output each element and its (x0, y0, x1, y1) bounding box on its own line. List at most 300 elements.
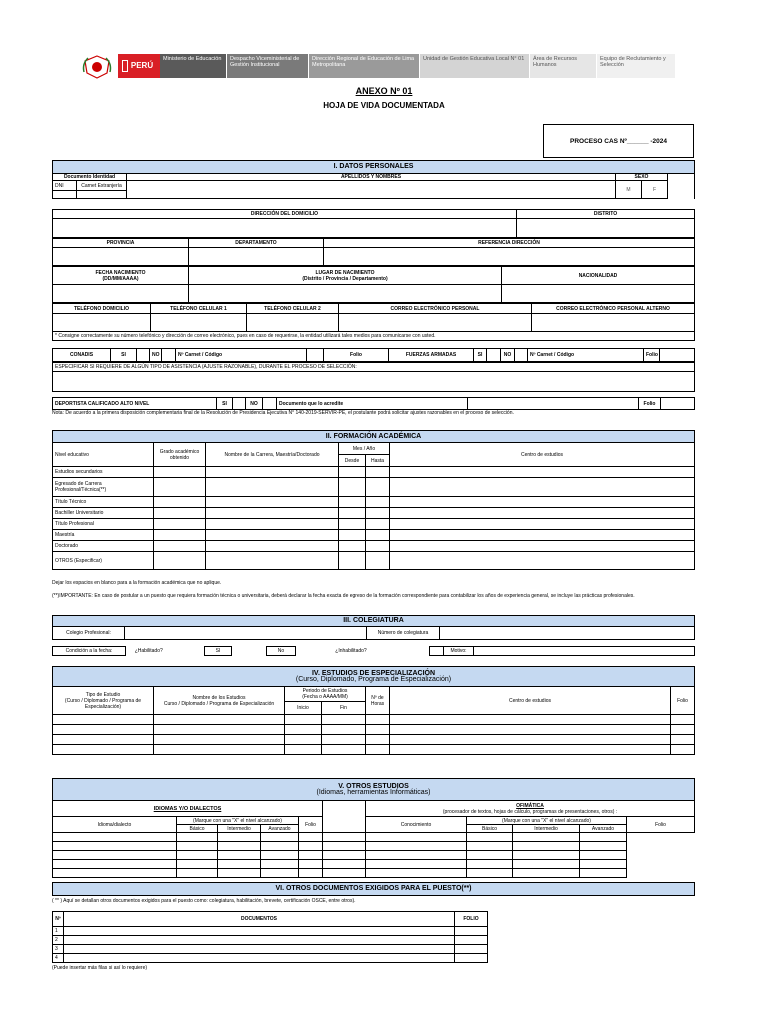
from-header: Desde (339, 455, 366, 467)
other-docs-header-table (52, 882, 695, 896)
language-field[interactable] (53, 860, 177, 869)
academic-from-field[interactable] (339, 530, 366, 541)
phone-cell1-field[interactable] (151, 314, 247, 332)
other-studies-row (53, 842, 695, 851)
academic-center-field[interactable] (390, 541, 695, 552)
academic-to-field[interactable] (366, 519, 390, 530)
ofi-intermediate-header: Intermedio (513, 825, 580, 833)
peru-flag-logo (118, 54, 160, 78)
academic-level-label: Bachiller Universitario (53, 508, 154, 519)
academic-from-field[interactable] (339, 519, 366, 530)
academic-career-field[interactable] (206, 508, 339, 519)
document-field[interactable] (64, 927, 455, 936)
dni-field[interactable] (53, 191, 77, 199)
academic-career-field[interactable] (206, 478, 339, 497)
academic-from-field[interactable] (339, 478, 366, 497)
document-number: 1 (53, 927, 64, 936)
ofi-advanced-field[interactable] (513, 869, 580, 878)
lang-basic-field[interactable] (177, 851, 218, 860)
study-name-header: Nombre de los Estudios Curso / Diplomado / Programa de Especialización (154, 687, 285, 715)
carnet-field[interactable] (77, 191, 127, 199)
section-college-title: III. COLEGIATURA (53, 616, 695, 627)
enabled-label: ¿Habilitado? (134, 648, 163, 654)
document-field[interactable] (64, 945, 455, 954)
academic-level-label: Título Técnico (53, 497, 154, 508)
ofi-basic-header: Básico (467, 825, 513, 833)
conadis-label: CONADIS (53, 349, 111, 362)
ofi-basic-field[interactable] (366, 833, 467, 842)
document-number: 4 (53, 954, 64, 963)
condition-label: Condición a la fecha: (53, 647, 126, 656)
language-field[interactable] (53, 851, 177, 860)
email-field[interactable] (339, 314, 532, 332)
academic-row (53, 478, 695, 497)
athlete-no-label: NO (246, 398, 263, 410)
names-label: APELLIDOS Y NOMBRES (127, 174, 616, 181)
academic-level-label: OTROS (Especificar) (53, 552, 154, 570)
document-row (53, 954, 488, 963)
academic-level-label: Egresado de Carrera Profesional/Técnica(**) (53, 478, 154, 497)
document-field[interactable] (64, 954, 455, 963)
spec-folio-header: Folio (671, 687, 695, 715)
academic-from-field[interactable] (339, 541, 366, 552)
academic-center-field[interactable] (390, 530, 695, 541)
academic-row (53, 467, 695, 478)
lang-advanced-field[interactable] (261, 851, 299, 860)
academic-degree-field[interactable] (154, 552, 206, 570)
other-studies-row (53, 833, 695, 842)
academic-to-field[interactable] (366, 552, 390, 570)
spec-folio-field[interactable] (671, 715, 695, 725)
doc-id-label: Documento Identidad (53, 174, 127, 181)
ffaa-label: FUERZAS ARMADAS (389, 349, 474, 362)
spec-name-field[interactable] (154, 745, 285, 755)
center-header: Centro de estudios (390, 443, 695, 467)
ofi-basic-field[interactable] (366, 860, 467, 869)
ofi-advanced-field[interactable] (513, 842, 580, 851)
assistance-label: ESPECIFICAR SI REQUIERE DE ALGÚN TIPO DE ASISTENCIA (AJUSTE RAZONABLE), DURANTE EL PROCESO DE SELECCIÓN: (53, 363, 695, 372)
other-studies-table (52, 778, 695, 878)
accredit-label: Documento que lo acredite (277, 398, 468, 410)
academic-to-field[interactable] (366, 508, 390, 519)
ofi-basic-field[interactable] (366, 842, 467, 851)
phone-cell2-field[interactable] (247, 314, 339, 332)
conadis-no-label: NO (150, 349, 162, 362)
birth-date-field[interactable] (53, 285, 189, 303)
spec-end-field[interactable] (322, 715, 366, 725)
academic-row (53, 508, 695, 519)
period-header: Periodo de Estudios (Fecha o AAAA/MM) (285, 687, 366, 702)
entity-logo-5: Área de Recursos Humanos (530, 54, 596, 78)
other-studies-title: V. OTROS ESTUDIOS (338, 782, 409, 790)
academic-career-field[interactable] (206, 519, 339, 530)
reference-field[interactable] (324, 248, 695, 266)
college-number-field[interactable] (440, 627, 695, 640)
document-row (53, 936, 488, 945)
academic-level-label: Estudios secundarios (53, 467, 154, 478)
lang-advanced-field[interactable] (261, 860, 299, 869)
spec-folio-field[interactable] (671, 725, 695, 735)
names-field[interactable] (127, 181, 616, 199)
personal-data-table (52, 160, 695, 199)
athlete-label: DEPORTISTA CALIFICADO ALTO NIVEL (53, 398, 217, 410)
academic-to-field[interactable] (366, 497, 390, 508)
conadis-ffaa-table (52, 348, 695, 362)
ofi-intermediate-field[interactable] (467, 869, 513, 878)
ofimatica-title: OFIMÁTICA (516, 802, 544, 809)
ofi-folio-field[interactable] (580, 842, 627, 851)
athlete-folio-label: Folio (639, 398, 661, 410)
academic-note-2: (**)IMPORTANTE: En caso de postular a un puesto que requiera formación técnica o universitaria, deberá declarar la fecha exacta de egreso de la formación correspondiente para contabilizar los años de experiencia general, se incluye las prácticas profesionales. (52, 593, 635, 599)
study-type-header: Tipo de Estudio (Curso / Diplomado / Programa de Especialización) (53, 687, 154, 715)
doc-num-header: Nº (53, 912, 64, 927)
ofi-advanced-field[interactable] (513, 833, 580, 842)
academic-degree-field[interactable] (154, 478, 206, 497)
academic-degree-field[interactable] (154, 519, 206, 530)
academic-career-field[interactable] (206, 541, 339, 552)
separator-column (323, 801, 366, 833)
insert-rows-note: (Puede insertar más filas si así lo requiere) (52, 965, 148, 971)
document-folio-field[interactable] (455, 927, 488, 936)
lang-advanced-field[interactable] (261, 842, 299, 851)
disabled-box[interactable] (430, 647, 444, 656)
ffaa-carnet-label: Nº Carnet / Código (528, 349, 644, 362)
sex-m-option[interactable]: M (616, 181, 642, 199)
spec-start-field[interactable] (285, 745, 322, 755)
lang-folio-field[interactable] (299, 842, 323, 851)
sex-f-option[interactable]: F (642, 181, 668, 199)
ofi-advanced-field[interactable] (513, 851, 580, 860)
college-table (52, 615, 695, 640)
section-other-docs-title: VI. OTROS DOCUMENTOS EXIGIDOS PARA EL PUESTO(**) (53, 883, 695, 896)
lang-intermediate-field[interactable] (218, 851, 261, 860)
knowledge-field[interactable] (323, 851, 366, 860)
academic-center-field[interactable] (390, 467, 695, 478)
lang-intermediate-field[interactable] (218, 842, 261, 851)
academic-to-field[interactable] (366, 467, 390, 478)
athlete-no-box[interactable] (263, 398, 277, 410)
academic-center-field[interactable] (390, 552, 695, 570)
lang-folio-field[interactable] (299, 860, 323, 869)
country-label: PERÚ (130, 61, 154, 70)
academic-note-1: Dejar los espacios en blanco para a la formación académica que no aplique. (52, 580, 222, 586)
academic-from-field[interactable] (339, 467, 366, 478)
lang-basic-field[interactable] (177, 842, 218, 851)
hours-header: Nº de Horas (366, 687, 390, 715)
email-alt-label: CORREO ELECTRÓNICO PERSONAL ALTERNO (532, 304, 695, 314)
conadis-carnet-label: Nº Carnet / Código (176, 349, 307, 362)
enabled-si-option[interactable]: SI (205, 647, 232, 656)
language-field[interactable] (53, 833, 177, 842)
entity-logo-1: Ministerio de Educación (160, 54, 226, 78)
spec-hours-field[interactable] (366, 745, 390, 755)
spec-name-field[interactable] (154, 715, 285, 725)
language-field[interactable] (53, 842, 177, 851)
end-header: Fin (322, 702, 366, 715)
academic-degree-field[interactable] (154, 508, 206, 519)
to-header: Hasta (366, 455, 390, 467)
consign-note: * Consigne correctamente su número telefónico y dirección de correo electrónico, pues en caso de requerirse, la entidad utilizará tales medios para comunicarse con usted. (53, 332, 695, 341)
sex-label: SEXO (616, 174, 668, 181)
specialization-row (53, 735, 695, 745)
spec-start-field[interactable] (285, 735, 322, 745)
level-header: Nivel educativo (53, 443, 154, 467)
start-header: Inicio (285, 702, 322, 715)
academic-from-field[interactable] (339, 508, 366, 519)
academic-from-field[interactable] (339, 552, 366, 570)
athlete-folio-field[interactable] (661, 398, 695, 410)
lang-folio-header: Folio (299, 817, 323, 833)
spec-type-field[interactable] (53, 725, 154, 735)
lang-intermediate-field[interactable] (218, 833, 261, 842)
birth-place-field[interactable] (189, 285, 502, 303)
email-alt-field[interactable] (532, 314, 695, 332)
knowledge-field[interactable] (323, 860, 366, 869)
athlete-si-label: SI (217, 398, 233, 410)
language-field[interactable] (53, 869, 177, 878)
academic-to-field[interactable] (366, 478, 390, 497)
entity-logo-4: Unidad de Gestión Educativa Local N° 01 (420, 54, 529, 78)
assistance-table (52, 362, 695, 392)
lang-mark-header: (Marque con una "X" el nivel alcanzado) (177, 817, 299, 825)
lang-advanced-field[interactable] (261, 833, 299, 842)
academic-to-field[interactable] (366, 541, 390, 552)
process-number: PROCESO CAS Nº______ -2024 (569, 137, 668, 145)
reason-field[interactable] (474, 647, 695, 656)
spec-start-field[interactable] (285, 715, 322, 725)
section-other-studies-title (53, 779, 695, 801)
academic-from-field[interactable] (339, 497, 366, 508)
phone-cell2-label: TELÉFONO CELULAR 2 (247, 304, 339, 314)
lang-intermediate-header: Intermedio (218, 825, 261, 833)
academic-center-field[interactable] (390, 478, 695, 497)
knowledge-header: Conocimiento (366, 817, 467, 833)
other-studies-row (53, 851, 695, 860)
spec-hours-field[interactable] (366, 735, 390, 745)
province-field[interactable] (53, 248, 189, 266)
disabled-label: ¿Inhabilitado? (335, 648, 367, 654)
spec-folio-field[interactable] (671, 745, 695, 755)
ffaa-folio-field[interactable] (660, 349, 695, 362)
ofimatica-header (366, 801, 695, 817)
ffaa-si-box[interactable] (487, 349, 501, 362)
ofimatica-note: (procesador de textos, hojas de cálculo, programas de presentaciones, otros) : (442, 808, 618, 815)
spec-center-field[interactable] (390, 715, 671, 725)
condition-row (52, 646, 695, 656)
lang-intermediate-field[interactable] (218, 860, 261, 869)
other-docs-note: ( ** ) Aquí se detallan otros documentos exigidos para el puesto como: colegiatura, habilitación, brevete, certificación OSCE, entre otros). (52, 898, 356, 904)
knowledge-field[interactable] (323, 869, 366, 878)
entity-logo-3: Dirección Regional de Educación de Lima Metropolitana (309, 54, 419, 78)
ofi-intermediate-field[interactable] (467, 833, 513, 842)
ofi-intermediate-field[interactable] (467, 860, 513, 869)
other-studies-subtitle: (Idiomas, herramientas Informáticas) (316, 788, 431, 796)
spec-end-field[interactable] (322, 735, 366, 745)
document-folio-field[interactable] (455, 945, 488, 954)
ofi-intermediate-field[interactable] (467, 842, 513, 851)
college-field[interactable] (125, 627, 367, 640)
academic-center-field[interactable] (390, 497, 695, 508)
conadis-no-box[interactable] (162, 349, 176, 362)
document-field[interactable] (64, 936, 455, 945)
ofi-intermediate-field[interactable] (467, 851, 513, 860)
address-label: DIRECCIÓN DEL DOMICILIO (53, 210, 517, 219)
academic-career-field[interactable] (206, 552, 339, 570)
academic-center-field[interactable] (390, 508, 695, 519)
other-studies-row (53, 860, 695, 869)
lang-intermediate-field[interactable] (218, 869, 261, 878)
district-field[interactable] (517, 219, 695, 238)
academic-degree-field[interactable] (154, 530, 206, 541)
academic-level-label: Maestría (53, 530, 154, 541)
spec-center-field[interactable] (390, 745, 671, 755)
document-row (53, 945, 488, 954)
spec-end-field[interactable] (322, 745, 366, 755)
languages-title: IDIOMAS Y/O DIALECTOS (53, 801, 323, 817)
specialization-subtitle: (Curso, Diplomado, Programa de Especialización) (295, 675, 452, 683)
ofi-folio-header: Folio (627, 817, 695, 833)
lang-advanced-field[interactable] (261, 869, 299, 878)
documents-table (52, 911, 488, 963)
career-header: Nombre de la Carrera, Maestría/Doctorado (206, 443, 339, 467)
academic-degree-field[interactable] (154, 467, 206, 478)
phone-home-field[interactable] (53, 314, 151, 332)
enabled-no-option[interactable]: No (267, 647, 296, 656)
contact-table (52, 303, 695, 341)
ffaa-no-box[interactable] (515, 349, 528, 362)
knowledge-field[interactable] (323, 842, 366, 851)
academic-level-label: Doctorado (53, 541, 154, 552)
peru-coat-of-arms (80, 54, 114, 80)
academic-career-field[interactable] (206, 467, 339, 478)
documents-header: DOCUMENTOS (64, 912, 455, 927)
lang-basic-field[interactable] (177, 860, 218, 869)
spec-start-field[interactable] (285, 725, 322, 735)
conadis-si-label: SI (111, 349, 137, 362)
district-label: DISTRITO (517, 210, 695, 219)
specialization-row (53, 745, 695, 755)
ffaa-si-label: SI (474, 349, 487, 362)
accredit-field[interactable] (468, 398, 639, 410)
academic-center-field[interactable] (390, 519, 695, 530)
address-table (52, 209, 695, 238)
carnet-label: Carnet Extranjería (77, 181, 127, 191)
academic-level-label: Título Profesional (53, 519, 154, 530)
entity-logo-2: Despacho Viceministerial de Gestión Institucional (227, 54, 308, 78)
specialization-table (52, 666, 695, 755)
province-label: PROVINCIA (53, 239, 189, 248)
degree-header: Grado académico obtenido (154, 443, 206, 467)
section-personal-data-title: I. DATOS PERSONALES (53, 161, 695, 174)
nationality-field[interactable] (502, 285, 695, 303)
assistance-field[interactable] (53, 372, 695, 392)
ofi-basic-field[interactable] (366, 851, 467, 860)
conadis-carnet-field[interactable] (307, 349, 324, 362)
lang-folio-field[interactable] (299, 833, 323, 842)
dni-label: DNI (53, 181, 77, 191)
spec-center-field[interactable] (390, 725, 671, 735)
knowledge-field[interactable] (323, 833, 366, 842)
month-year-header: Mes / Año (339, 443, 390, 455)
department-label: DEPARTAMENTO (189, 239, 324, 248)
reference-label: REFERENCIA DIRECCIÓN (324, 239, 695, 248)
college-number-label: Número de colegiatura (367, 627, 440, 640)
lang-advanced-header: Avanzado (261, 825, 299, 833)
lang-folio-field[interactable] (299, 869, 323, 878)
spec-name-field[interactable] (154, 725, 285, 735)
spec-folio-field[interactable] (671, 735, 695, 745)
academic-to-field[interactable] (366, 530, 390, 541)
ffaa-folio-label: Folio (644, 349, 660, 362)
academic-row (53, 541, 695, 552)
doc-folio-header: FOLIO (455, 912, 488, 927)
college-label: Colegio Profesional: (53, 627, 125, 640)
language-header: Idioma/dialecto (53, 817, 177, 833)
academic-career-field[interactable] (206, 497, 339, 508)
nationality-label: NACIONALIDAD (502, 267, 695, 285)
document-folio-field[interactable] (455, 954, 488, 963)
email-label: CORREO ELECTRÓNICO PERSONAL (339, 304, 532, 314)
address-field[interactable] (53, 219, 517, 238)
academic-row (53, 530, 695, 541)
process-box (543, 124, 694, 158)
ofi-advanced-field[interactable] (513, 860, 580, 869)
ofi-folio-field[interactable] (580, 833, 627, 842)
spec-end-field[interactable] (322, 725, 366, 735)
spec-type-field[interactable] (53, 745, 154, 755)
lang-basic-field[interactable] (177, 869, 218, 878)
ofi-folio-field[interactable] (580, 860, 627, 869)
spec-type-field[interactable] (53, 715, 154, 725)
department-field[interactable] (189, 248, 324, 266)
lang-basic-header: Básico (177, 825, 218, 833)
document-folio-field[interactable] (455, 936, 488, 945)
province-table (52, 238, 695, 266)
ofi-folio-field[interactable] (580, 851, 627, 860)
spec-hours-field[interactable] (366, 725, 390, 735)
academic-row (53, 497, 695, 508)
ofi-mark-header: (Marque con una "X" el nivel alcanzado) (467, 817, 627, 825)
sex-extra-cell (668, 174, 695, 199)
conadis-si-box[interactable] (137, 349, 150, 362)
other-studies-row (53, 869, 695, 878)
academic-table (52, 430, 695, 570)
document-number: 3 (53, 945, 64, 954)
reason-label: Motivo: (444, 647, 474, 656)
spec-type-field[interactable] (53, 735, 154, 745)
athlete-note: Nota: De acuerdo a la primera disposición complementaria final de la Resolución de Presidencia Ejecutiva N° 140-2019-SERVIR-PE, el postulante podrá solicitar ajustes razonables en el proceso de selección. (52, 410, 514, 416)
birth-place-label: LUGAR DE NACIMIENTO (Distrito / Provincia / Departamento) (189, 267, 502, 285)
academic-degree-field[interactable] (154, 541, 206, 552)
lang-folio-field[interactable] (299, 851, 323, 860)
ffaa-no-label: NO (501, 349, 515, 362)
spec-name-field[interactable] (154, 735, 285, 745)
lang-basic-field[interactable] (177, 833, 218, 842)
section-specialization-title (53, 667, 695, 687)
spec-hours-field[interactable] (366, 715, 390, 725)
academic-career-field[interactable] (206, 530, 339, 541)
specialization-row (53, 725, 695, 735)
ofi-advanced-header: Avanzado (580, 825, 627, 833)
ofi-folio-field[interactable] (580, 869, 627, 878)
document-number: 2 (53, 936, 64, 945)
specialization-row (53, 715, 695, 725)
phone-home-label: TELÉFONO DOMICILIO (53, 304, 151, 314)
spec-center-field[interactable] (390, 735, 671, 745)
athlete-si-box[interactable] (233, 398, 246, 410)
ofi-basic-field[interactable] (366, 869, 467, 878)
academic-degree-field[interactable] (154, 497, 206, 508)
